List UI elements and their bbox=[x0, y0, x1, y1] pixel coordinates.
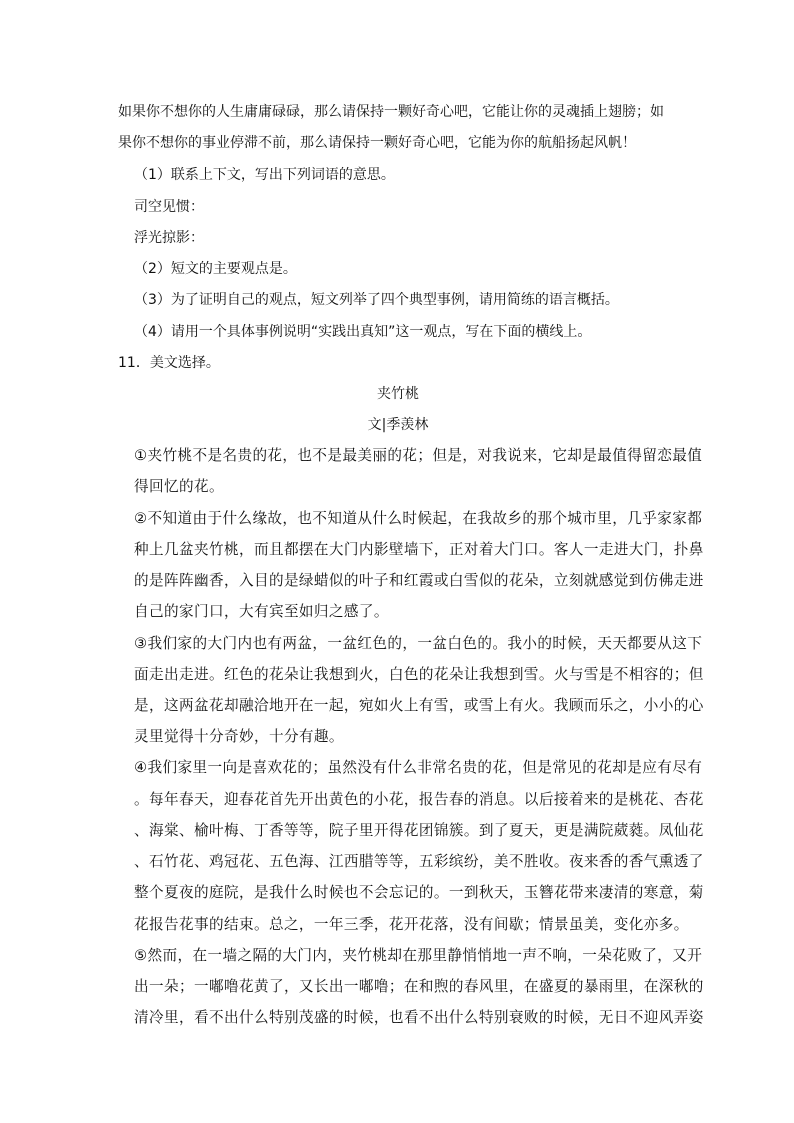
question-3: （3）为了证明自己的观点，短文列举了四个典型事例，请用简练的语言概括。 bbox=[134, 292, 619, 308]
paragraph-4-line: 、石竹花、鸡冠花、五色海、江西腊等等，五彩缤纷，美不胜收。夜来香的香气熏透了 bbox=[134, 853, 704, 870]
article-author: 文|季羡林 bbox=[367, 417, 429, 433]
paragraph-2-line: 种上几盆夹竹桃，而且都摆在大门内影壁墙下，正对着大门口。客人一走进大门，扑鼻 bbox=[134, 541, 704, 558]
paragraph-5-line: 清冷里，看不出什么特别茂盛的时候，也看不出什么特别衰败的时候，无日不迎风弄姿 bbox=[134, 1009, 704, 1026]
paragraph-5-line: 出一朵；一嘟噜花黄了，又长出一嘟噜；在和煦的春风里，在盛夏的暴雨里，在深秋的 bbox=[134, 978, 704, 995]
intro-line-2: 果你不想你的事业停滞不前，那么请保持一颗好奇心吧，它能为你的航船扬起风帆！ bbox=[118, 135, 636, 151]
paragraph-4-line: 、海棠、榆叶梅、丁香等等，院子里开得花团锦簇。到了夏天，更是满院葳蕤。凤仙花 bbox=[134, 822, 704, 839]
paragraph-4-line: ④我们家里一向是喜欢花的；虽然没有什么非常名贵的花，但是常见的花却是应有尽有 bbox=[134, 759, 703, 776]
paragraph-2-line: ②不知道由于什么缘故，也不知道从什么时候起，在我故乡的那个城市里，几乎家家都 bbox=[134, 510, 703, 527]
paragraph-1-line: ①夹竹桃不是名贵的花，也不是最美丽的花；但是，对我说来，它却是最值得留恋最值 bbox=[134, 447, 703, 464]
question-1: （1）联系上下文，写出下列词语的意思。 bbox=[134, 167, 395, 183]
question-4: （4）请用一个具体事例说明“实践出真知”这一观点，写在下面的横线上。 bbox=[134, 324, 592, 340]
section-heading: 11．美文选择。 bbox=[118, 355, 220, 371]
paragraph-4-line: 整个夏夜的庭院，是我什么时候也不会忘记的。一到秋天，玉簪花带来凄清的寒意，菊 bbox=[134, 884, 704, 901]
paragraph-3-line: 灵里觉得十分奇妙，十分有趣。 bbox=[134, 728, 344, 745]
question-1-term-b: 浮光掠影： bbox=[134, 230, 204, 246]
paragraph-1-line: 得回忆的花。 bbox=[134, 478, 224, 495]
paragraph-4-line: 花报告花事的结束。总之，一年三季，花开花落，没有间歇；情景虽美，变化亦多。 bbox=[134, 916, 689, 933]
question-1-term-a: 司空见惯： bbox=[134, 199, 204, 215]
paragraph-2-line: 自己的家门口，大有宾至如归之感了。 bbox=[134, 603, 389, 620]
paragraph-3-line: ③我们家的大门内也有两盆，一盆红色的，一盆白色的。我小的时候，天天都要从这下 bbox=[134, 635, 703, 652]
paragraph-3-line: 面走出走进。红色的花朵让我想到火，白色的花朵让我想到雪。火与雪是不相容的；但 bbox=[134, 666, 704, 683]
paragraph-5-line: ⑤然而，在一墙之隔的大门内，夹竹桃却在那里静悄悄地一声不响，一朵花败了，又开 bbox=[134, 947, 703, 964]
intro-line-1: 如果你不想你的人生庸庸碌碌，那么请保持一颗好奇心吧，它能让你的灵魂插上翅膀；如 bbox=[118, 104, 664, 120]
paragraph-4-line: 。每年春天，迎春花首先开出黄色的小花，报告春的消息。以后接着来的是桃花、杏花 bbox=[134, 791, 704, 808]
article-title: 夹竹桃 bbox=[377, 386, 419, 402]
question-2: （2）短文的主要观点是。 bbox=[134, 261, 297, 277]
paragraph-3-line: 是，这两盆花却融洽地开在一起，宛如火上有雪，或雪上有火。我顾而乐之，小小的心 bbox=[134, 697, 704, 714]
paragraph-2-line: 的是阵阵幽香，入目的是绿蜡似的叶子和红霞或白雪似的花朵，立刻就感觉到仿佛走进 bbox=[134, 572, 704, 589]
